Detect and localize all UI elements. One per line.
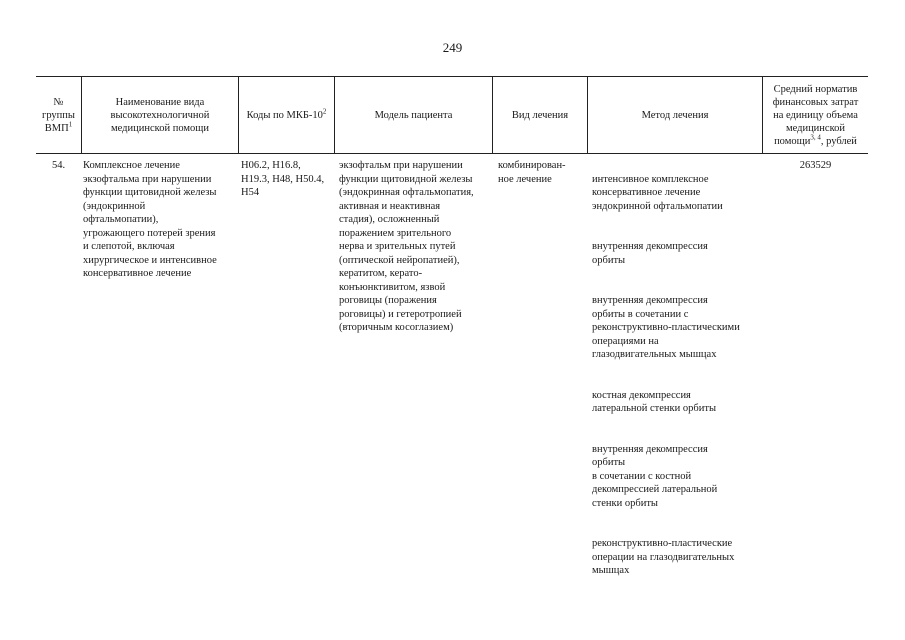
header-codes-footnote: 2 <box>322 107 327 115</box>
method-item: внутренняя декомпрессия орбиты в сочетании с костной декомпрессией латеральной стенки орбиты <box>592 443 718 509</box>
method-item: костная декомпрессия латеральной стенки орбиты <box>592 389 717 414</box>
header-cost-suffix: , рублей <box>820 135 857 147</box>
header-name <box>82 77 239 153</box>
header-name-label: Наименование вида высокотехнологичной медицинской помощи <box>110 96 210 134</box>
header-group-label: № группы ВМП <box>42 96 75 134</box>
header-cost-label: Средний норматив финансовых затрат на единицу объема медицинской помощи <box>772 83 859 147</box>
header-treatment-type-label: Вид лечения <box>511 109 569 121</box>
header-codes-label: Коды по МКБ-10 <box>246 109 323 121</box>
header-group <box>36 77 82 153</box>
header-group-footnote: 1 <box>68 120 73 128</box>
method-item: интенсивное комплексное консервативное лечение эндокринной офтальмопатии <box>592 173 723 212</box>
header-cost <box>763 77 868 153</box>
header-model-label: Модель пациента <box>374 109 453 121</box>
header-treatment-type <box>493 77 588 153</box>
method-item: внутренняя декомпрессия орбиты в сочетании с реконструктивно-пластическими операциями на глазодвигательных мышцах <box>592 295 740 360</box>
row-cost: 263529 <box>799 160 832 171</box>
row-number: 54. <box>52 160 66 171</box>
page-number: 249 <box>442 40 463 55</box>
row-codes: H06.2, H16.8, H19.3, H48, H50.4, H54 <box>241 160 325 198</box>
method-item: реконструктивно-пластические операции на глазодвигательных мышцах <box>592 538 735 576</box>
header-model <box>335 77 493 153</box>
header-codes <box>239 77 335 153</box>
row-methods <box>592 159 764 605</box>
header-cost-footnote: 3, 4 <box>810 133 821 141</box>
table-header <box>36 76 868 154</box>
method-item: внутренняя декомпрессия орбиты <box>592 241 708 266</box>
header-method-label: Метод лечения <box>641 109 709 121</box>
header-method <box>588 77 763 153</box>
row-treatment-type: комбинирован- ное лечение <box>498 160 566 185</box>
row-model: экзофтальм при нарушении функции щитовидной железы (эндокринная офтальмопатия, активная и неактивная стадия), осложненный поражением зрительного нерва и зрительных путей (оптической нейропатией), кератитом, керато- конъюнктивитом, язвой роговицы (поражения роговицы) и гетеротропией (вторичным косоглазием) <box>339 160 474 333</box>
row-name: Комплексное лечение экзофтальма при нарушении функции щитовидной железы (эндокринной офтальмопатии), угрожающего потерей зрения и слепотой, включая хирургическое и интенсивное консервативное лечение <box>83 160 217 279</box>
